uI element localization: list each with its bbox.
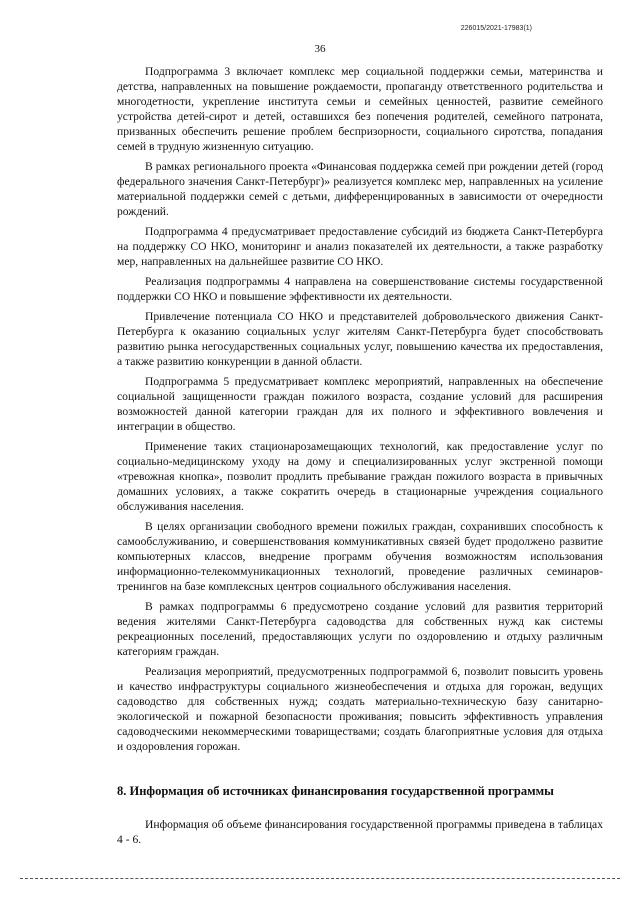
- page-bottom-edge: [20, 878, 620, 879]
- paragraph-free-time-elderly: В целях организации свободного времени пожилых граждан, сохранивших способность к самообслуживанию, и совершенствования коммуникативных связей будет продолжено развитие компьютерных классов, внедрение программ обучения возможностям использования информационно-телекоммуникационных технологий, проведение различных семинаров-тренингов на базе комплексных центров социального обслуживания населения.: [117, 520, 603, 593]
- paragraph-subprogram-5: Подпрограмма 5 предусматривает комплекс мероприятий, направленных на обеспечение социальной защищенности граждан пожилого возраста, создание условий для расширения возможностей данной категории граждан для их полного и эффективного вовлечения и интеграции в общество.: [117, 375, 603, 433]
- paragraph-subprogram-3: Подпрограмма 3 включает комплекс мер социальной поддержки семьи, материнства и детства, направленных на повышение рождаемости, пропаганду ответственного родительства и многодетности, укрепление института семьи и семейных ценностей, развитие семейного устройства детей-сирот и детей, оставшихся без попечения родителей, семейного патроната, призванных обеспечить решение проблем беспризорности, социального сиротства, попадания семей в трудную жизненную ситуацию.: [117, 65, 603, 153]
- paragraph-subprogram-6: В рамках подпрограммы 6 предусмотрено создание условий для развития территорий ведения жителями Санкт-Петербурга садоводства для собственных нужд как системы рекреационных поселений, предоставляющих услуги по оздоровлению и отдыху различным категориям граждан.: [117, 600, 603, 658]
- paragraph-subprogram-4-implementation: Реализация подпрограммы 4 направлена на совершенствование системы государственной поддержки СО НКО и повышение эффективности их деятельности.: [117, 275, 603, 303]
- paragraph-subprogram-4: Подпрограмма 4 предусматривает предоставление субсидий из бюджета Санкт-Петербурга на поддержку СО НКО, мониторинг и анализ показателей их деятельности, а также разработку мер, направленных на дальнейшее развитие СО НКО.: [117, 225, 603, 268]
- page-content: [117, 64, 603, 852]
- paragraph-nko-volunteers: Привлечение потенциала СО НКО и представителей добровольческого движения Санкт-Петербурга к оказанию социальных услуг жителям Санкт-Петербурга будет способствовать развитию рынка негосударственных социальных услуг, повышению качества их предоставления, а также развитию конкуренции в данной области.: [117, 310, 603, 368]
- document-id: 226015/2021-17983(1): [460, 25, 532, 32]
- paragraph-subprogram-6-results: Реализация мероприятий, предусмотренных подпрограммой 6, позволит повысить уровень и качество инфраструктуры социального жизнеобеспечения и отдыха для горожан, ведущих садоводство для собственных нужд; создать материально-техническую базу санитарно-экологической и пожарной безопасности проживания; повысить эффективность управления садоводческими некоммерческими товариществами; создать благоприятные условия для отдыха и оздоровления горожан.: [117, 665, 603, 753]
- paragraph-regional-project: В рамках регионального проекта «Финансовая поддержка семей при рождении детей (город федерального значения Санкт-Петербург)» реализуется комплекс мер, направленных на усиление материальной поддержки семей с детьми, дифференцированных в зависимости от очередности рождений.: [117, 160, 603, 218]
- page-number: 36: [314, 43, 326, 55]
- paragraph-home-care-technologies: Применение таких стационарозамещающих технологий, как предоставление услуг по социально-медицинскому уходу на дому и специализированных услуг экстренной помощи «тревожная кнопка», позволит продлить пребывание граждан пожилого возраста в привычных домашних условиях, а также сократить очередь в стационарные учреждения социального обслуживания населения.: [117, 440, 603, 513]
- section-heading-financing: 8. Информация об источниках финансирования государственной программы: [117, 784, 554, 798]
- paragraph-financing-tables: Информация об объеме финансирования государственной программы приведена в таблицах 4 - 6.: [117, 818, 603, 846]
